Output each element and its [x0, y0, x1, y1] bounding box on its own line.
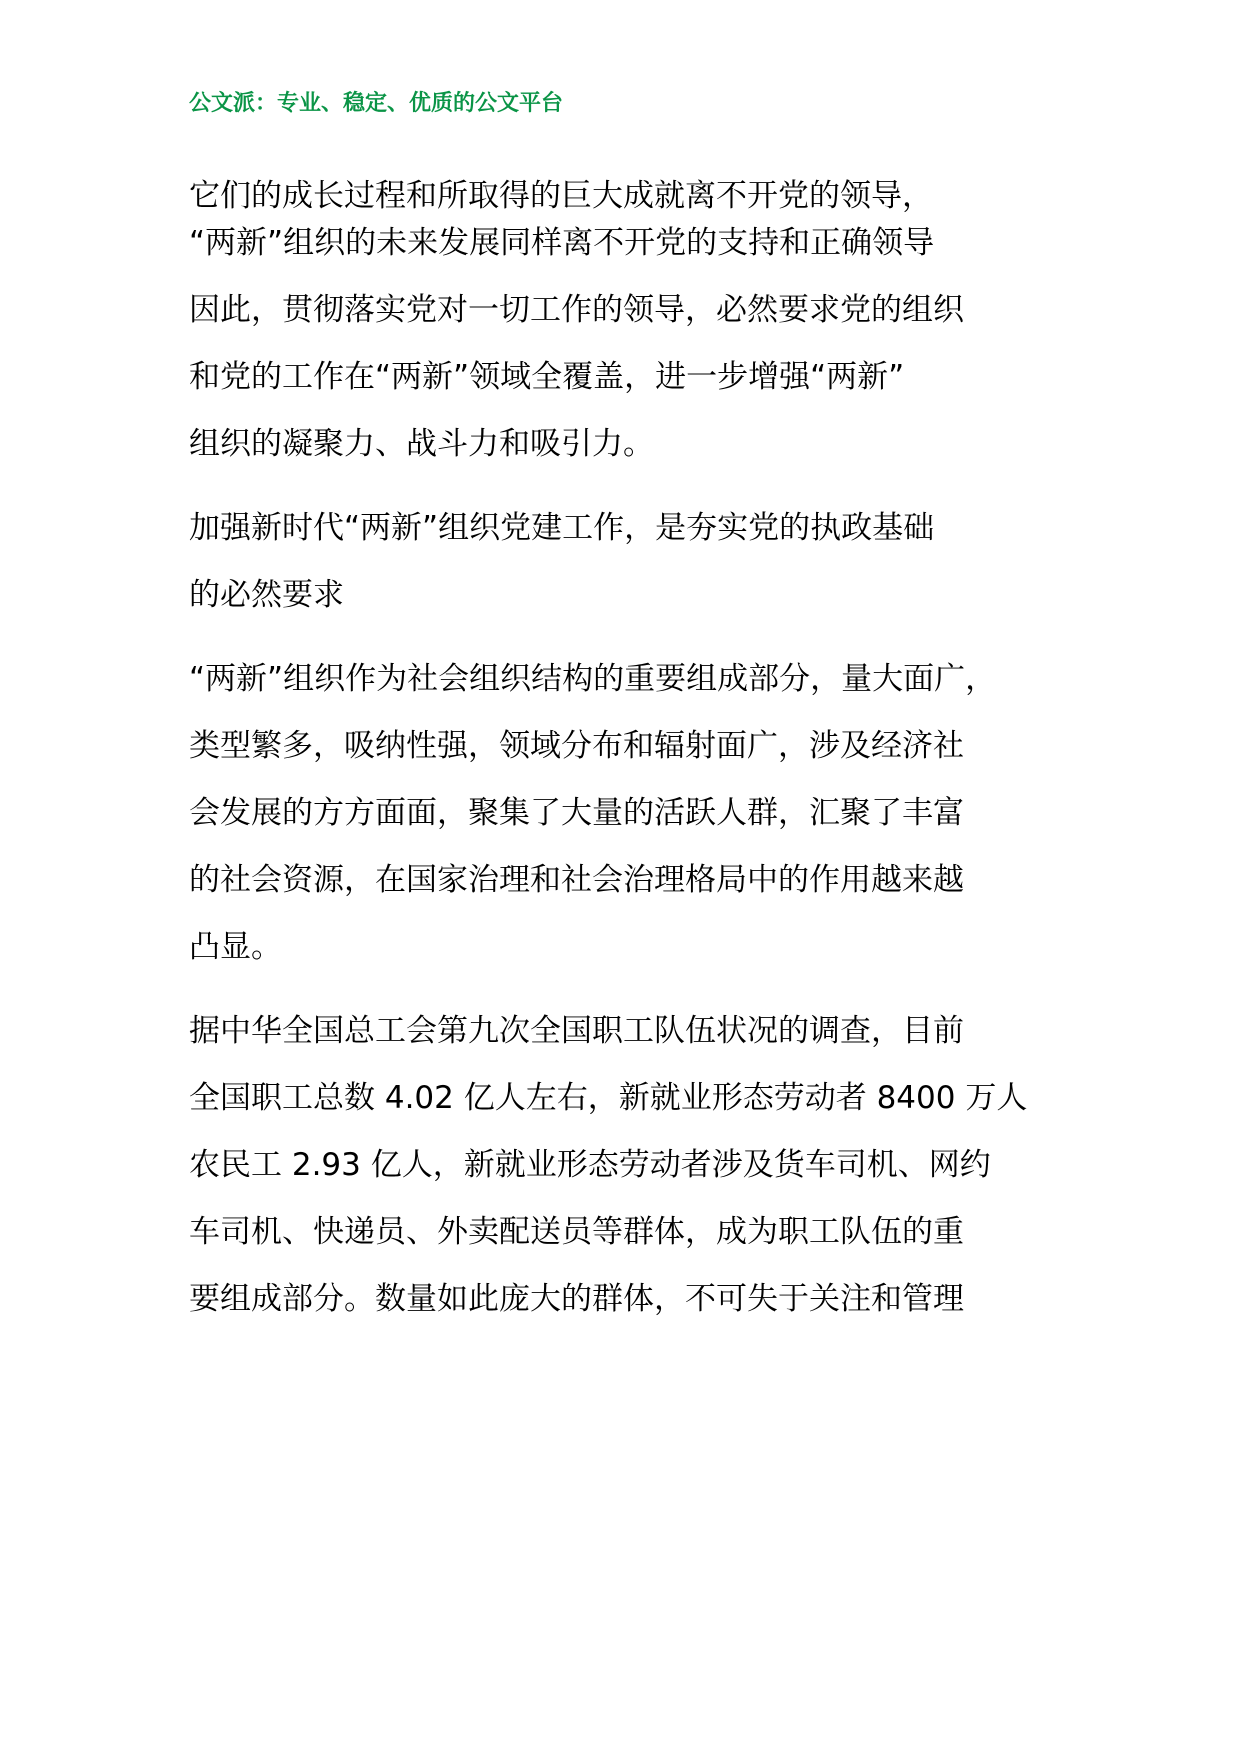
- text-line: 组织的凝聚力、战斗力和吸引力。: [189, 426, 654, 462]
- text-line: 要组成部分。数量如此庞大的群体，不可失于关注和管理: [189, 1281, 964, 1317]
- text-line: 车司机、快递员、外卖配送员等群体，成为职工队伍的重: [189, 1214, 964, 1250]
- text-line: 类型繁多，吸纳性强，领域分布和辐射面广，涉及经济社: [189, 728, 964, 764]
- text-line: 凸显。: [189, 929, 282, 965]
- text-line: 加强新时代“两新”组织党建工作，是夯实党的执政基础: [189, 510, 935, 546]
- text-line: 农民工 2.93 亿人，新就业形态劳动者涉及货车司机、网约: [189, 1147, 991, 1183]
- text-line: 因此，贯彻落实党对一切工作的领导，必然要求党的组织: [189, 292, 964, 328]
- text-line: 和党的工作在“两新”领域全覆盖，进一步增强“两新”: [189, 359, 905, 395]
- text-line: “两新”组织作为社会组织结构的重要组成部分，量大面广，: [189, 661, 997, 697]
- text-line: 的必然要求: [189, 577, 344, 613]
- text-line: 会发展的方方面面，聚集了大量的活跃人群，汇聚了丰富: [189, 795, 964, 831]
- text-line: 它们的成长过程和所取得的巨大成就离不开党的领导，: [189, 178, 933, 214]
- text-line: 的社会资源，在国家治理和社会治理格局中的作用越来越: [189, 862, 964, 898]
- header-tagline: 公文派：专业、稳定、优质的公文平台: [189, 91, 564, 116]
- text-line: 据中华全国总工会第九次全国职工队伍状况的调查，目前: [189, 1013, 964, 1049]
- text-line: “两新”组织的未来发展同样离不开党的支持和正确领导: [189, 225, 935, 261]
- text-line: 全国职工总数 4.02 亿人左右，新就业形态劳动者 8400 万人: [189, 1080, 1028, 1116]
